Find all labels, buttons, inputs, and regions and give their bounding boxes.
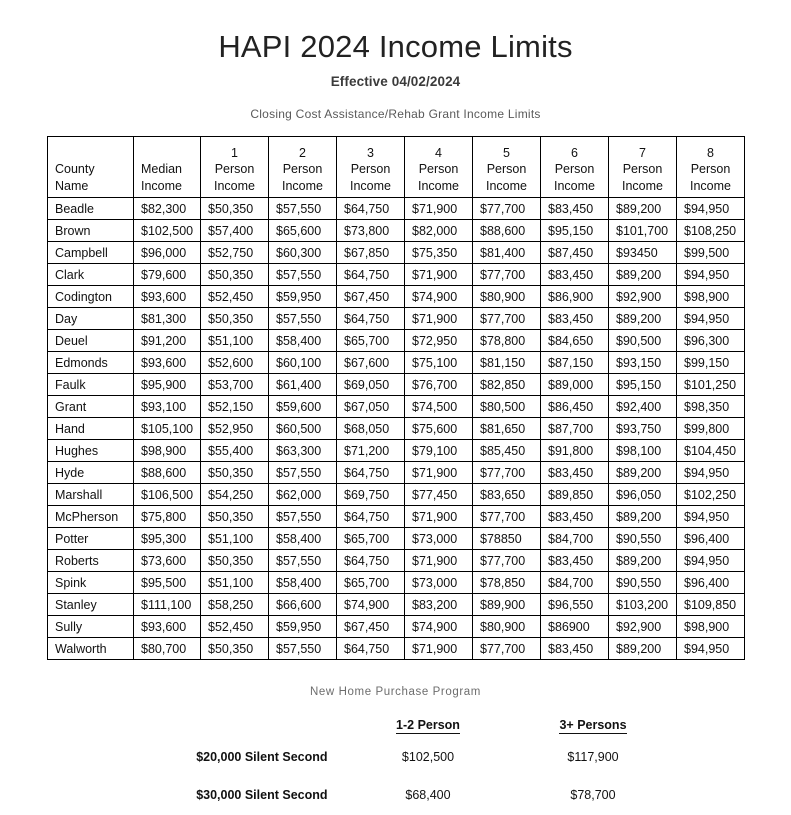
cell-6-person-income: $87,150 — [541, 352, 609, 374]
cell-5-person-income: $88,600 — [473, 220, 541, 242]
cell-5-person-income: $77,700 — [473, 264, 541, 286]
cell-8-person-income: $99,800 — [677, 418, 745, 440]
column-header-median-income — [134, 137, 201, 198]
column-header-number: 1 — [231, 145, 238, 160]
table-row — [48, 506, 745, 528]
cell-4-person-income: $73,000 — [405, 528, 473, 550]
cell-county-name: Hyde — [48, 462, 134, 484]
cell-7-person-income: $89,200 — [609, 462, 677, 484]
column-header-2-person-income — [269, 137, 337, 198]
cell-3-person-income: $64,750 — [337, 198, 405, 220]
cell-7-person-income: $93,150 — [609, 352, 677, 374]
cell-1-person-income: $50,350 — [201, 462, 269, 484]
table-row — [48, 418, 745, 440]
table-row — [48, 440, 745, 462]
column-header-5-person-income — [473, 137, 541, 198]
cell-6-person-income: $83,450 — [541, 264, 609, 286]
cell-3-person-income: $64,750 — [337, 506, 405, 528]
cell-2-person-income: $59,950 — [269, 616, 337, 638]
cell-4-person-income: $71,900 — [405, 506, 473, 528]
cell-5-person-income: $78850 — [473, 528, 541, 550]
cell-1-person-income: $50,350 — [201, 506, 269, 528]
cell-7-person-income: $96,050 — [609, 484, 677, 506]
cell-3-person-income: $67,050 — [337, 396, 405, 418]
cell-median-income: $93,600 — [134, 616, 201, 638]
new-home-program-table — [116, 712, 676, 814]
cell-county-name: Sully — [48, 616, 134, 638]
cell-5-person-income: $77,700 — [473, 638, 541, 660]
cell-5-person-income: $89,900 — [473, 594, 541, 616]
new-home-header-1-2-person — [346, 712, 511, 738]
new-home-header-blank — [116, 712, 346, 738]
cell-median-income: $79,600 — [134, 264, 201, 286]
cell-2-person-income: $60,300 — [269, 242, 337, 264]
cell-1-person-income: $52,750 — [201, 242, 269, 264]
column-header-line2: Income — [141, 178, 182, 193]
cell-2-person-income: $63,300 — [269, 440, 337, 462]
cell-2-person-income: $61,400 — [269, 374, 337, 396]
cell-3-person-income: $64,750 — [337, 638, 405, 660]
cell-1-person-income: $51,100 — [201, 330, 269, 352]
new-home-program-title: New Home Purchase Program — [310, 686, 481, 699]
cell-county-name: Stanley — [48, 594, 134, 616]
cell-1-person-income: $52,450 — [201, 616, 269, 638]
table-row — [48, 264, 745, 286]
cell-county-name: Campbell — [48, 242, 134, 264]
cell-8-person-income: $96,400 — [677, 572, 745, 594]
cell-3-person-income: $65,700 — [337, 528, 405, 550]
cell-8-person-income: $94,950 — [677, 198, 745, 220]
cell-6-person-income: $83,450 — [541, 550, 609, 572]
cell-2-person-income: $60,100 — [269, 352, 337, 374]
cell-county-name: Spink — [48, 572, 134, 594]
cell-county-name: Deuel — [48, 330, 134, 352]
cell-7-person-income: $98,100 — [609, 440, 677, 462]
cell-1-person-income: $52,950 — [201, 418, 269, 440]
document-header — [0, 0, 791, 121]
cell-7-person-income: $92,400 — [609, 396, 677, 418]
table-row — [48, 594, 745, 616]
cell-8-person-income: $94,950 — [677, 550, 745, 572]
column-header-number: 2 — [299, 145, 306, 160]
cell-2-person-income: $66,600 — [269, 594, 337, 616]
cell-2-person-income: $60,500 — [269, 418, 337, 440]
column-header-line2: Income — [486, 178, 527, 193]
cell-2-person-income: $65,600 — [269, 220, 337, 242]
cell-6-person-income: $83,450 — [541, 198, 609, 220]
cell-2-person-income: $59,600 — [269, 396, 337, 418]
cell-7-person-income: $89,200 — [609, 550, 677, 572]
cell-4-person-income: $71,900 — [405, 264, 473, 286]
table-row — [48, 484, 745, 506]
cell-7-person-income: $93450 — [609, 242, 677, 264]
cell-5-person-income: $82,850 — [473, 374, 541, 396]
cell-3-person-income: $64,750 — [337, 264, 405, 286]
cell-1-person-income: $50,350 — [201, 308, 269, 330]
column-header-line1: County — [55, 162, 95, 177]
cell-4-person-income: $74,900 — [405, 616, 473, 638]
cell-8-person-income: $104,450 — [677, 440, 745, 462]
cell-median-income: $91,200 — [134, 330, 201, 352]
column-header-line2: Income — [214, 178, 255, 193]
cell-8-person-income: $98,900 — [677, 286, 745, 308]
cell-county-name: Marshall — [48, 484, 134, 506]
cell-4-person-income: $72,950 — [405, 330, 473, 352]
cell-7-person-income: $90,500 — [609, 330, 677, 352]
column-header-line2: Income — [282, 178, 323, 193]
cell-5-person-income: $78,800 — [473, 330, 541, 352]
cell-county-name: Clark — [48, 264, 134, 286]
cell-2-person-income: $57,550 — [269, 462, 337, 484]
column-header-number: 8 — [707, 145, 714, 160]
column-header-line2: Name — [55, 178, 89, 193]
table-body — [48, 198, 745, 660]
cell-county-name: Edmonds — [48, 352, 134, 374]
cell-7-person-income: $89,200 — [609, 308, 677, 330]
cell-county-name: Codington — [48, 286, 134, 308]
cell-2-person-income: $58,400 — [269, 330, 337, 352]
cell-8-person-income: $109,850 — [677, 594, 745, 616]
cell-7-person-income: $101,700 — [609, 220, 677, 242]
column-header-number: 6 — [571, 145, 578, 160]
table-row — [48, 330, 745, 352]
cell-5-person-income: $80,500 — [473, 396, 541, 418]
cell-county-name: Faulk — [48, 374, 134, 396]
cell-3-person-income: $67,600 — [337, 352, 405, 374]
table-row — [48, 352, 745, 374]
new-home-table-row — [116, 738, 676, 776]
new-home-table-header — [116, 712, 676, 738]
cell-5-person-income: $78,850 — [473, 572, 541, 594]
cell-7-person-income: $90,550 — [609, 528, 677, 550]
table-row — [48, 462, 745, 484]
cell-3-person-income: $64,750 — [337, 308, 405, 330]
column-header-8-person-income — [677, 137, 745, 198]
cell-8-person-income: $94,950 — [677, 264, 745, 286]
cell-6-person-income: $89,850 — [541, 484, 609, 506]
income-limits-table — [47, 136, 745, 660]
cell-2-person-income: $57,550 — [269, 198, 337, 220]
cell-median-income: $111,100 — [134, 594, 201, 616]
cell-median-income: $80,700 — [134, 638, 201, 660]
cell-6-person-income: $86900 — [541, 616, 609, 638]
cell-county-name: McPherson — [48, 506, 134, 528]
table-row — [48, 396, 745, 418]
cell-county-name: Roberts — [48, 550, 134, 572]
new-home-cell-3-plus-persons: $78,700 — [570, 788, 616, 803]
cell-median-income: $93,100 — [134, 396, 201, 418]
cell-2-person-income: $57,550 — [269, 506, 337, 528]
cell-8-person-income: $94,950 — [677, 462, 745, 484]
cell-3-person-income: $67,450 — [337, 286, 405, 308]
table-row — [48, 198, 745, 220]
new-home-header-3-plus-persons — [511, 712, 676, 738]
cell-5-person-income: $81,400 — [473, 242, 541, 264]
cell-7-person-income: $89,200 — [609, 198, 677, 220]
cell-1-person-income: $50,350 — [201, 198, 269, 220]
cell-2-person-income: $57,550 — [269, 550, 337, 572]
cell-4-person-income: $77,450 — [405, 484, 473, 506]
column-header-line1: Person — [418, 162, 459, 177]
cell-6-person-income: $87,700 — [541, 418, 609, 440]
column-header-line1: Person — [214, 162, 255, 177]
cell-median-income: $98,900 — [134, 440, 201, 462]
column-header-line1: Median — [141, 162, 182, 177]
cell-county-name: Grant — [48, 396, 134, 418]
cell-5-person-income: $80,900 — [473, 616, 541, 638]
cell-3-person-income: $65,700 — [337, 572, 405, 594]
cell-3-person-income: $67,450 — [337, 616, 405, 638]
cell-3-person-income: $71,200 — [337, 440, 405, 462]
cell-2-person-income: $57,550 — [269, 638, 337, 660]
column-header-number: 7 — [639, 145, 646, 160]
column-header-line1: Person — [350, 162, 391, 177]
cell-1-person-income: $50,350 — [201, 264, 269, 286]
cell-median-income: $95,900 — [134, 374, 201, 396]
cell-4-person-income: $75,100 — [405, 352, 473, 374]
cell-1-person-income: $52,600 — [201, 352, 269, 374]
cell-6-person-income: $86,450 — [541, 396, 609, 418]
table-row — [48, 572, 745, 594]
column-header-4-person-income — [405, 137, 473, 198]
cell-1-person-income: $51,100 — [201, 572, 269, 594]
effective-date: Effective 04/02/2024 — [330, 74, 461, 90]
cell-3-person-income: $73,800 — [337, 220, 405, 242]
cell-5-person-income: $81,650 — [473, 418, 541, 440]
cell-4-person-income: $82,000 — [405, 220, 473, 242]
cell-5-person-income: $77,700 — [473, 506, 541, 528]
cell-1-person-income: $54,250 — [201, 484, 269, 506]
cell-5-person-income: $81,150 — [473, 352, 541, 374]
cell-2-person-income: $59,950 — [269, 286, 337, 308]
new-home-header-row — [116, 712, 676, 738]
cell-median-income: $93,600 — [134, 352, 201, 374]
cell-6-person-income: $83,450 — [541, 506, 609, 528]
cell-3-person-income: $69,050 — [337, 374, 405, 396]
cell-1-person-income: $50,350 — [201, 550, 269, 572]
cell-8-person-income: $94,950 — [677, 506, 745, 528]
cell-5-person-income: $77,700 — [473, 308, 541, 330]
cell-6-person-income: $84,650 — [541, 330, 609, 352]
cell-6-person-income: $84,700 — [541, 528, 609, 550]
new-home-header-label: 3+ Persons — [559, 718, 627, 733]
cell-5-person-income: $77,700 — [473, 198, 541, 220]
cell-7-person-income: $92,900 — [609, 616, 677, 638]
cell-7-person-income: $89,200 — [609, 638, 677, 660]
table-row — [48, 242, 745, 264]
column-header-number: 5 — [503, 145, 510, 160]
cell-median-income: $75,800 — [134, 506, 201, 528]
cell-county-name: Hughes — [48, 440, 134, 462]
cell-median-income: $95,300 — [134, 528, 201, 550]
cell-6-person-income: $84,700 — [541, 572, 609, 594]
cell-7-person-income: $93,750 — [609, 418, 677, 440]
column-header-line2: Income — [350, 178, 391, 193]
cell-8-person-income: $98,900 — [677, 616, 745, 638]
column-header-6-person-income — [541, 137, 609, 198]
cell-1-person-income: $51,100 — [201, 528, 269, 550]
new-home-row-label: $30,000 Silent Second — [196, 788, 328, 803]
cell-4-person-income: $73,000 — [405, 572, 473, 594]
cell-5-person-income: $80,900 — [473, 286, 541, 308]
cell-3-person-income: $74,900 — [337, 594, 405, 616]
cell-3-person-income: $65,700 — [337, 330, 405, 352]
column-header-county — [48, 137, 134, 198]
column-header-3-person-income — [337, 137, 405, 198]
cell-county-name: Hand — [48, 418, 134, 440]
new-home-table-body — [116, 738, 676, 814]
cell-8-person-income: $98,350 — [677, 396, 745, 418]
new-home-row-label: $20,000 Silent Second — [196, 750, 328, 765]
cell-4-person-income: $71,900 — [405, 638, 473, 660]
cell-8-person-income: $94,950 — [677, 308, 745, 330]
new-home-cell-3-plus-persons: $117,900 — [567, 750, 619, 765]
cell-2-person-income: $62,000 — [269, 484, 337, 506]
cell-4-person-income: $71,900 — [405, 462, 473, 484]
cell-2-person-income: $58,400 — [269, 528, 337, 550]
cell-4-person-income: $76,700 — [405, 374, 473, 396]
cell-1-person-income: $52,450 — [201, 286, 269, 308]
cell-3-person-income: $69,750 — [337, 484, 405, 506]
cell-median-income: $88,600 — [134, 462, 201, 484]
cell-7-person-income: $103,200 — [609, 594, 677, 616]
column-header-line1: Person — [622, 162, 663, 177]
table-row — [48, 308, 745, 330]
cell-county-name: Beadle — [48, 198, 134, 220]
cell-8-person-income: $99,150 — [677, 352, 745, 374]
cell-median-income: $96,000 — [134, 242, 201, 264]
cell-county-name: Walworth — [48, 638, 134, 660]
cell-4-person-income: $79,100 — [405, 440, 473, 462]
cell-1-person-income: $55,400 — [201, 440, 269, 462]
table-row — [48, 550, 745, 572]
cell-8-person-income: $94,950 — [677, 638, 745, 660]
cell-1-person-income: $52,150 — [201, 396, 269, 418]
cell-1-person-income: $50,350 — [201, 638, 269, 660]
cell-4-person-income: $74,900 — [405, 286, 473, 308]
column-header-number: 3 — [367, 145, 374, 160]
cell-6-person-income: $83,450 — [541, 638, 609, 660]
cell-4-person-income: $75,350 — [405, 242, 473, 264]
cell-2-person-income: $57,550 — [269, 264, 337, 286]
table-row — [48, 528, 745, 550]
table-row — [48, 220, 745, 242]
column-header-line2: Income — [622, 178, 663, 193]
new-home-header-label: 1-2 Person — [396, 718, 460, 733]
cell-county-name: Brown — [48, 220, 134, 242]
cell-4-person-income: $71,900 — [405, 550, 473, 572]
cell-6-person-income: $89,000 — [541, 374, 609, 396]
cell-5-person-income: $77,700 — [473, 462, 541, 484]
cell-median-income: $73,600 — [134, 550, 201, 572]
cell-median-income: $93,600 — [134, 286, 201, 308]
cell-county-name: Potter — [48, 528, 134, 550]
column-header-line2: Income — [418, 178, 459, 193]
new-home-cell-1-2-person: $102,500 — [401, 750, 455, 765]
cell-median-income: $81,300 — [134, 308, 201, 330]
table-row — [48, 638, 745, 660]
table-header — [48, 137, 745, 198]
cell-county-name: Day — [48, 308, 134, 330]
cell-8-person-income: $102,250 — [677, 484, 745, 506]
section-caption: Closing Cost Assistance/Rehab Grant Income Limits — [250, 107, 541, 122]
column-header-1-person-income — [201, 137, 269, 198]
new-home-cell-1-2-person: $68,400 — [405, 788, 451, 803]
cell-6-person-income: $83,450 — [541, 308, 609, 330]
column-header-line1: Person — [554, 162, 595, 177]
column-header-line1: Person — [690, 162, 731, 177]
column-header-line1: Person — [282, 162, 323, 177]
cell-4-person-income: $74,500 — [405, 396, 473, 418]
page-title: HAPI 2024 Income Limits — [218, 29, 573, 64]
column-header-line1: Person — [486, 162, 527, 177]
cell-1-person-income: $58,250 — [201, 594, 269, 616]
cell-5-person-income: $77,700 — [473, 550, 541, 572]
cell-6-person-income: $95,150 — [541, 220, 609, 242]
cell-7-person-income: $89,200 — [609, 506, 677, 528]
cell-1-person-income: $57,400 — [201, 220, 269, 242]
new-home-table-row — [116, 776, 676, 814]
cell-2-person-income: $58,400 — [269, 572, 337, 594]
cell-8-person-income: $101,250 — [677, 374, 745, 396]
cell-median-income: $102,500 — [134, 220, 201, 242]
cell-8-person-income: $96,300 — [677, 330, 745, 352]
cell-2-person-income: $57,550 — [269, 308, 337, 330]
cell-5-person-income: $83,650 — [473, 484, 541, 506]
cell-6-person-income: $91,800 — [541, 440, 609, 462]
cell-3-person-income: $64,750 — [337, 550, 405, 572]
cell-median-income: $95,500 — [134, 572, 201, 594]
table-header-row — [48, 137, 745, 198]
cell-8-person-income: $96,400 — [677, 528, 745, 550]
cell-7-person-income: $95,150 — [609, 374, 677, 396]
cell-7-person-income: $90,550 — [609, 572, 677, 594]
table-row — [48, 616, 745, 638]
cell-3-person-income: $64,750 — [337, 462, 405, 484]
cell-6-person-income: $83,450 — [541, 462, 609, 484]
cell-4-person-income: $71,900 — [405, 308, 473, 330]
income-limits-table-container — [0, 136, 791, 660]
cell-median-income: $82,300 — [134, 198, 201, 220]
column-header-7-person-income — [609, 137, 677, 198]
cell-6-person-income: $96,550 — [541, 594, 609, 616]
cell-7-person-income: $92,900 — [609, 286, 677, 308]
cell-6-person-income: $86,900 — [541, 286, 609, 308]
table-row — [48, 374, 745, 396]
cell-7-person-income: $89,200 — [609, 264, 677, 286]
cell-6-person-income: $87,450 — [541, 242, 609, 264]
cell-1-person-income: $53,700 — [201, 374, 269, 396]
table-row — [48, 286, 745, 308]
new-home-purchase-section — [0, 686, 791, 814]
cell-3-person-income: $68,050 — [337, 418, 405, 440]
cell-4-person-income: $75,600 — [405, 418, 473, 440]
cell-4-person-income: $83,200 — [405, 594, 473, 616]
column-header-line2: Income — [690, 178, 731, 193]
cell-median-income: $106,500 — [134, 484, 201, 506]
cell-5-person-income: $85,450 — [473, 440, 541, 462]
cell-3-person-income: $67,850 — [337, 242, 405, 264]
column-header-number: 4 — [435, 145, 442, 160]
cell-4-person-income: $71,900 — [405, 198, 473, 220]
column-header-line2: Income — [554, 178, 595, 193]
cell-median-income: $105,100 — [134, 418, 201, 440]
cell-8-person-income: $99,500 — [677, 242, 745, 264]
cell-8-person-income: $108,250 — [677, 220, 745, 242]
